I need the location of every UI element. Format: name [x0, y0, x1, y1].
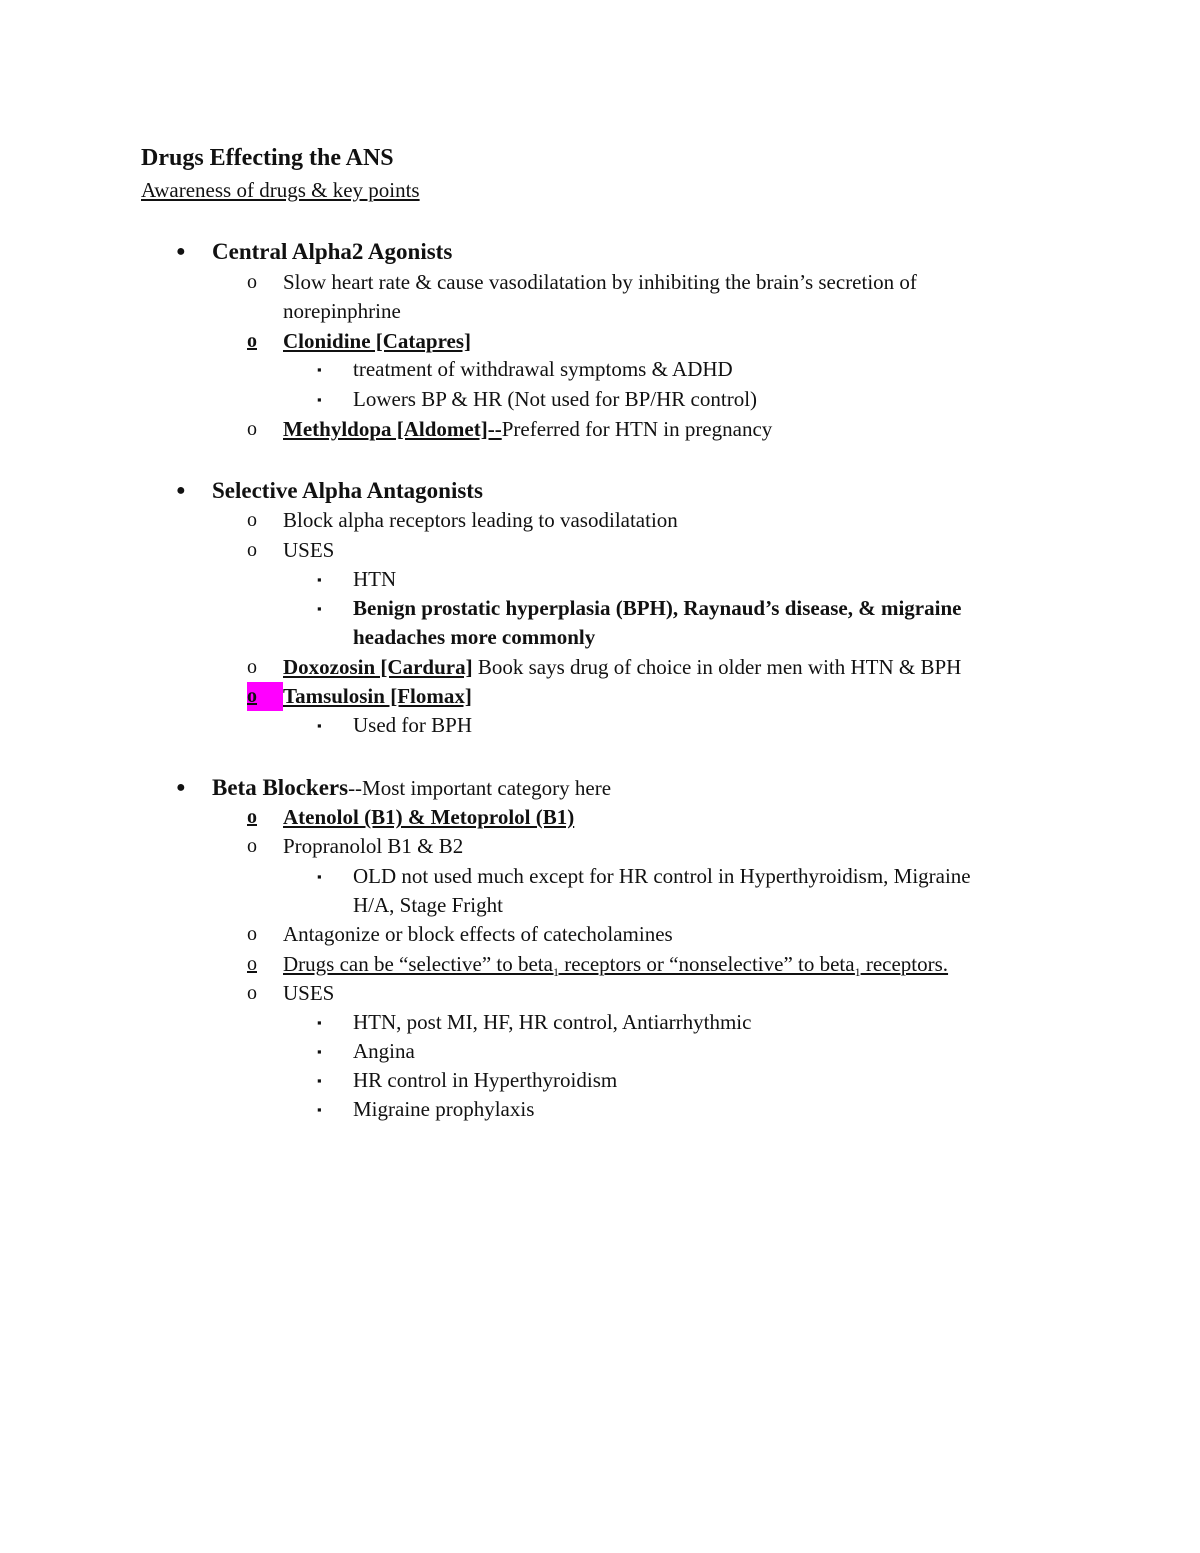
bullet-marker: ● [176, 243, 186, 260]
section-heading-central-alpha2: Central Alpha2 Agonists [212, 239, 453, 264]
drug-tamsulosin: Tamsulosin [Flomax] [283, 684, 472, 708]
list-item: Benign prostatic hyperplasia (BPH), Raynaud’s disease, & migraine [353, 596, 962, 620]
list-item: HTN, post MI, HF, HR control, Antiarrhythmic [353, 1010, 752, 1034]
subsub-marker: ▪ [317, 362, 322, 377]
drug-doxazosin: Doxozosin [Cardura] [283, 655, 473, 679]
selectivity-text-a: Drugs can be “selective” to beta [283, 952, 553, 976]
page-subtitle: Awareness of drugs & key points [141, 178, 420, 202]
sub-marker: o [247, 953, 257, 975]
list-item-doxazosin [283, 653, 961, 682]
list-item: Antagonize or block effects of catecholamines [283, 922, 673, 946]
list-item-selectivity [283, 950, 948, 979]
sub-marker: o [247, 509, 257, 531]
page-title: Drugs Effecting the ANS [141, 145, 394, 171]
list-item: treatment of withdrawal symptoms & ADHD [353, 357, 733, 381]
sub-marker: o [247, 923, 257, 945]
subsub-marker: ▪ [317, 601, 322, 616]
section-heading-beta-blockers [212, 773, 611, 803]
beta-blockers-note: --Most important category here [348, 776, 612, 800]
section-heading-selective-alpha: Selective Alpha Antagonists [212, 478, 483, 503]
subscript-1: 1 [854, 965, 861, 980]
subsub-marker: ▪ [317, 572, 322, 587]
list-item: Angina [353, 1039, 415, 1063]
sub-marker: o [247, 330, 257, 352]
subsub-marker: ▪ [317, 718, 322, 733]
subsub-marker: ▪ [317, 1102, 322, 1117]
selectivity-text-b: receptors or “nonselective” to beta [558, 952, 855, 976]
subsub-marker: ▪ [317, 392, 322, 407]
drug-propranolol: Propranolol B1 & B2 [283, 834, 464, 858]
list-item-continuation: norepinphrine [283, 299, 401, 323]
sub-marker: o [247, 418, 257, 440]
list-item-uses: USES [283, 538, 335, 562]
sub-marker: o [247, 539, 257, 561]
list-item: Slow heart rate & cause vasodilatation by inhibiting the brain’s secretion of [283, 270, 917, 294]
drug-clonidine: Clonidine [Catapres] [283, 329, 472, 353]
list-item-continuation: H/A, Stage Fright [353, 893, 503, 917]
list-item-methyldopa [283, 415, 772, 444]
methyldopa-note: Preferred for HTN in pregnancy [501, 417, 773, 441]
doxazosin-note: Book says drug of choice in older men with HTN & BPH [472, 655, 962, 679]
subsub-marker: ▪ [317, 1015, 322, 1030]
list-item-uses: USES [283, 981, 335, 1005]
list-item: HTN [353, 567, 397, 591]
list-item: Used for BPH [353, 713, 472, 737]
drug-atenolol-metoprolol: Atenolol (B1) & Metoprolol (B1) [283, 805, 575, 829]
subsub-marker: ▪ [317, 869, 322, 884]
selectivity-text-c: receptors. [860, 952, 949, 976]
sub-marker-highlighted: o [247, 682, 283, 711]
sub-marker: o [247, 271, 257, 293]
subsub-marker: ▪ [317, 1073, 322, 1088]
subscript-1: 1 [552, 965, 559, 980]
list-item: OLD not used much except for HR control in Hyperthyroidism, Migraine [353, 864, 971, 888]
list-item: Migraine prophylaxis [353, 1097, 535, 1121]
bullet-marker: ● [176, 482, 186, 499]
sub-marker: o [247, 806, 257, 828]
list-item: Lowers BP & HR (Not used for BP/HR control) [353, 387, 758, 411]
bullet-marker: ● [176, 779, 186, 796]
list-item-continuation: headaches more commonly [353, 625, 596, 649]
drug-methyldopa: Methyldopa [Aldomet]-- [283, 417, 502, 441]
list-item: HR control in Hyperthyroidism [353, 1068, 618, 1092]
sub-marker: o [247, 835, 257, 857]
list-item: Block alpha receptors leading to vasodilatation [283, 508, 678, 532]
beta-blockers-heading: Beta Blockers [212, 775, 349, 800]
sub-marker: o [247, 982, 257, 1004]
subsub-marker: ▪ [317, 1044, 322, 1059]
sub-marker: o [247, 656, 257, 678]
